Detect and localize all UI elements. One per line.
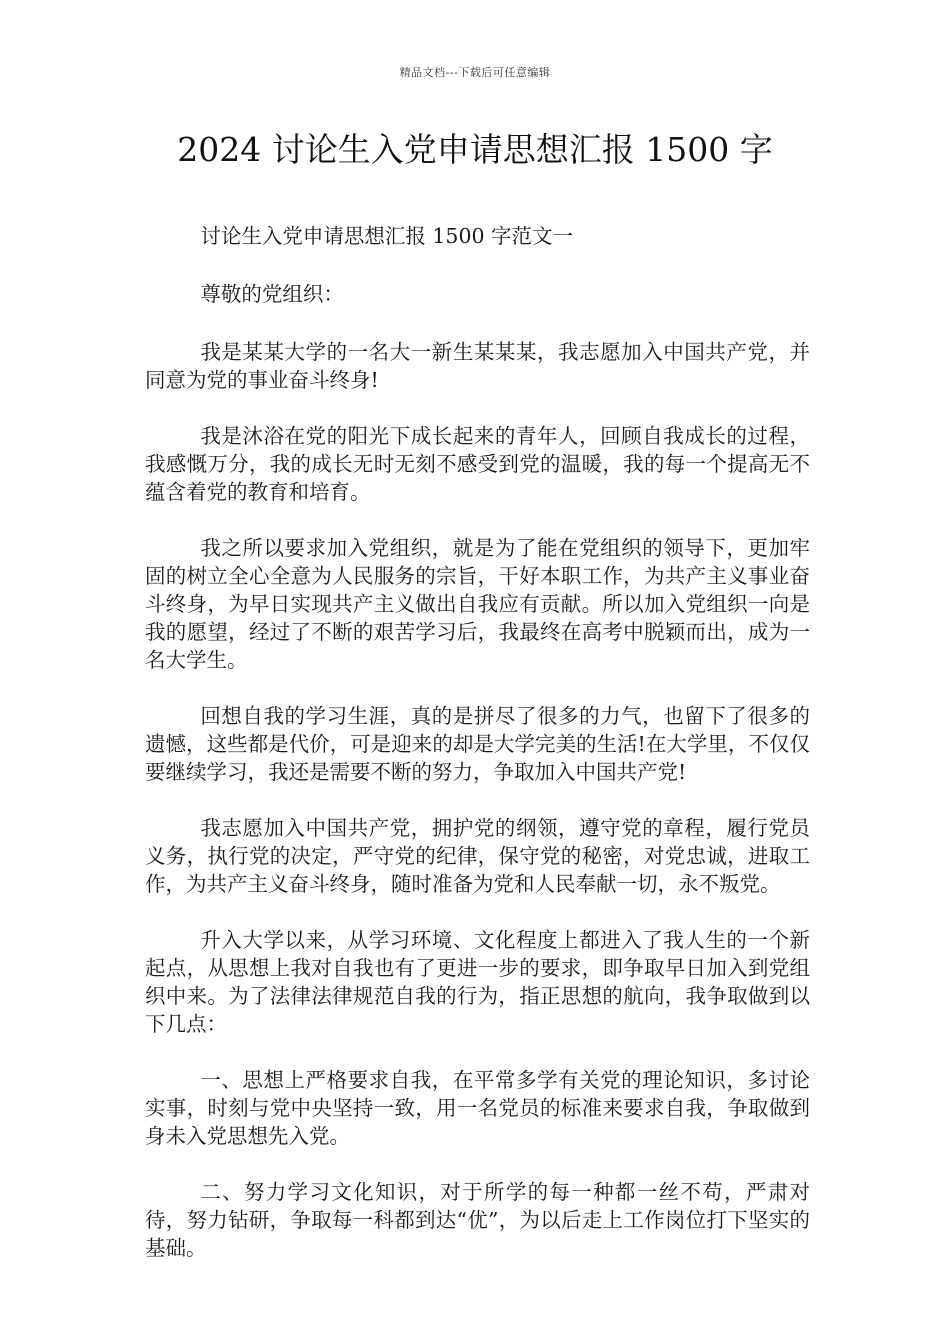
paragraph: 我志愿加入中国共产党，拥护党的纲领，遵守党的章程，履行党员义务，执行党的决定，严守党的纪律，保守党的秘密，对党忠诚，进取工作，为共产主义奋斗终身，随时准备为党和人民奉献一切，永不叛党。 <box>145 816 810 896</box>
paragraph: 我之所以要求加入党组织，就是为了能在党组织的领导下，更加牢固的树立全心全意为人民服务的宗旨，干好本职工作，为共产主义事业奋斗终身，为早日实现共产主义做出自我应有贡献。所以加入党组织一向是我的愿望，经过了不断的艰苦学习后，我最终在高考中脱颖而出，成为一名大学生。 <box>145 536 810 672</box>
paragraph: 升入大学以来，从学习环境、文化程度上都进入了我人生的一个新起点，从思想上我对自我也有了更进一步的要求，即争取早日加入到党组织中来。为了法律法律规范自我的行为，指正思想的航向，我争取做到以下几点： <box>145 928 810 1036</box>
salutation: 尊敬的党组织： <box>200 282 344 306</box>
paragraph: 我是沐浴在党的阳光下成长起来的青年人，回顾自我成长的过程，我感慨万分，我的成长无时无刻不感受到党的温暖，我的每一个提高无不蕴含着党的教育和培育。 <box>145 424 810 504</box>
document-subtitle: 讨论生入党申请思想汇报 1500 字范文一 <box>200 224 574 248</box>
paragraph: 我是某某大学的一名大一新生某某某，我志愿加入中国共产党，并同意为党的事业奋斗终身! <box>145 340 810 392</box>
header-note: 精品文档---下载后可任意编辑 <box>399 66 551 79</box>
paragraph: 回想自我的学习生涯，真的是拼尽了很多的力气，也留下了很多的遗憾，这些都是代价，可是迎来的却是大学完美的生活!在大学里，不仅仅要继续学习，我还是需要不断的努力，争取加入中国共产党! <box>145 704 810 784</box>
document-title: 2024 讨论生入党申请思想汇报 1500 字 <box>177 130 773 169</box>
paragraph: 一、思想上严格要求自我，在平常多学有关党的理论知识，多讨论实事，时刻与党中央坚持一致，用一名党员的标准来要求自我，争取做到身未入党思想先入党。 <box>145 1068 810 1148</box>
paragraph: 二、努力学习文化知识，对于所学的每一种都一丝不苟，严肃对待，努力钻研，争取每一科都到达“优”，为以后走上工作岗位打下坚实的基础。 <box>145 1180 810 1260</box>
document-body <box>145 222 810 1290</box>
